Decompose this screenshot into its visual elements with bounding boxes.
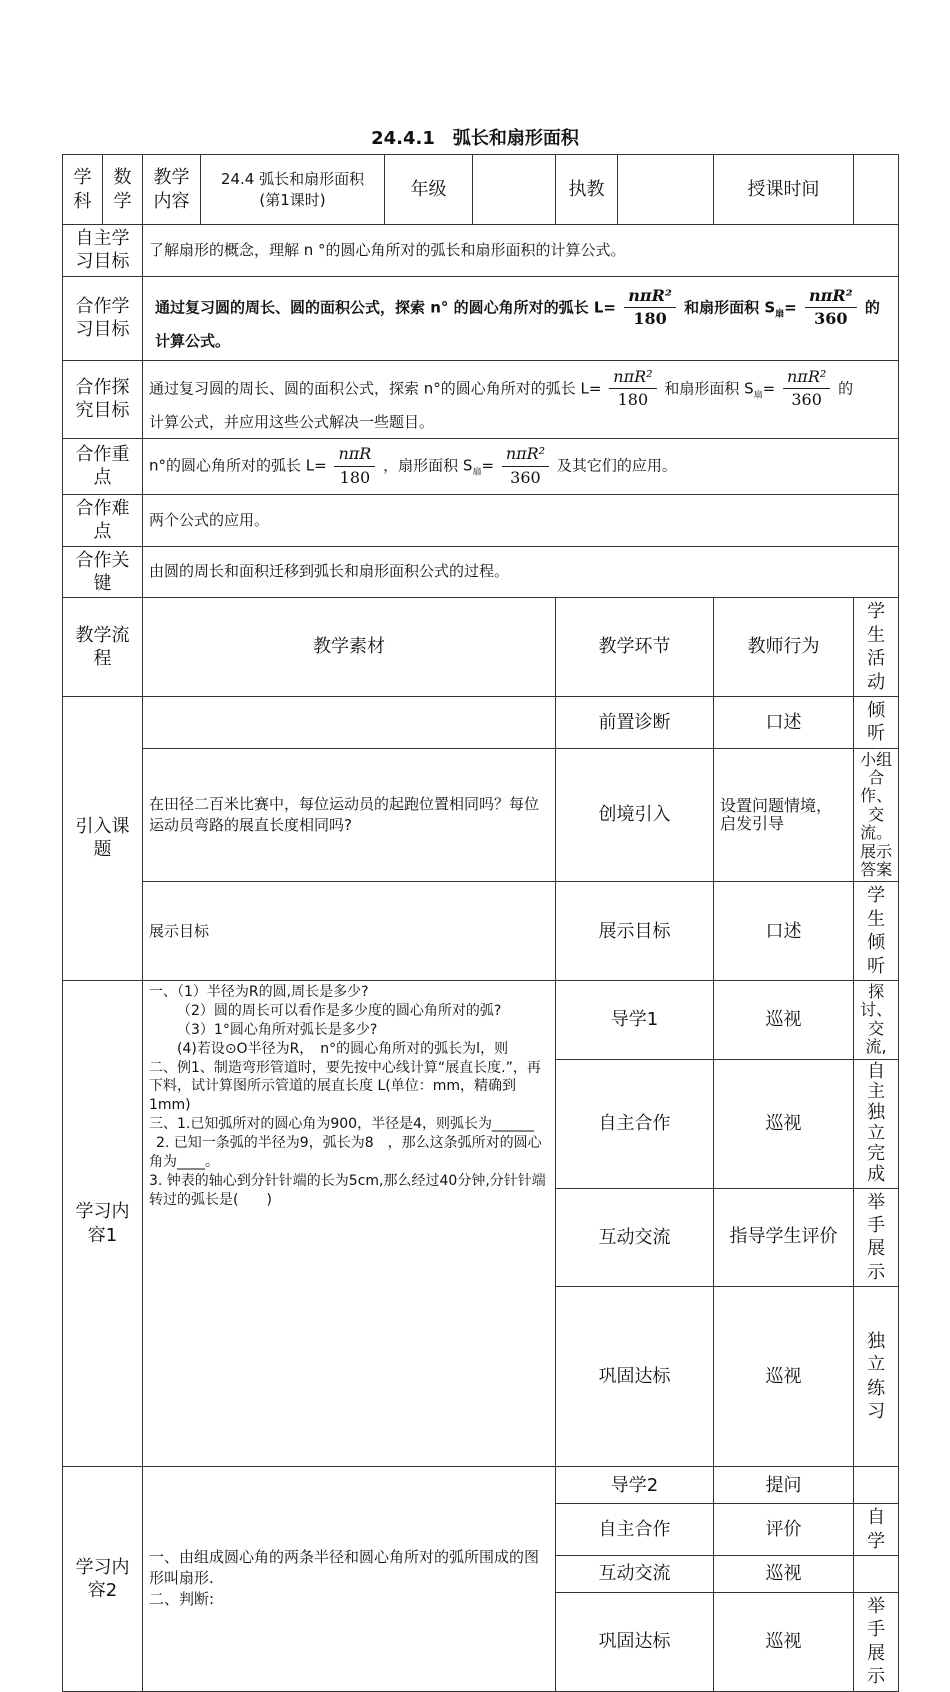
intro-teacher-1: 口述 xyxy=(714,696,854,748)
arc-formula-denominator-3: 180 xyxy=(339,467,371,487)
learn1-student-4: 独立练习 xyxy=(854,1287,899,1467)
explore-goal-cell xyxy=(143,360,899,438)
intro-student-3: 学生倾听 xyxy=(854,882,899,981)
sector-formula-numerator-2: nπR² xyxy=(783,366,830,389)
lesson-title: 24.4 弧长和扇形面积 xyxy=(220,169,365,188)
sector-formula-numerator-3: nπR² xyxy=(502,443,549,466)
learn1-line-5: 二、例1、制造弯形管道时，要先按中心线计算“展直长度.”，再下料，试计算图所示管道的展直长度 L(单位：mm，精确到1mm) xyxy=(149,1059,541,1114)
intro-teacher-2: 设置问题情境，启发引导 xyxy=(714,748,854,882)
coop-goal-text-4: 的 xyxy=(864,298,880,317)
learn2-line-1: 一、由组成圆心角的两条半径和圆心角所对的弧所围成的图形叫扇形. xyxy=(149,1548,540,1588)
sector-area-formula-3 xyxy=(502,443,549,489)
arc-formula-denominator-2: 180 xyxy=(617,390,649,410)
learn2-student-3 xyxy=(854,1556,899,1593)
learn1-line-8: 3. 钟表的轴心到分针针端的长为5cm,那么经过40分钟,分针针端转过的弧长是( ) xyxy=(149,1172,546,1208)
intro-empty-cell xyxy=(143,696,556,748)
difficulty-label: 合作难点 xyxy=(63,494,143,546)
arc-length-formula-2 xyxy=(609,366,656,412)
learn1-stage-1: 导学1 xyxy=(556,980,714,1059)
learn2-student-4: 举手展示 xyxy=(854,1593,899,1692)
sector-area-formula xyxy=(805,285,857,331)
sector-subscript: 扇 xyxy=(775,309,785,320)
learn2-label: 学习内容2 xyxy=(63,1467,143,1691)
learn1-student-2: 自主独立完成 xyxy=(854,1059,899,1188)
self-goal-text: 了解扇形的概念，理解 n °的圆心角所对的弧长和扇形面积的计算公式。 xyxy=(143,225,899,277)
coop-goal-text-1: 通过复习圆的周长、圆的面积公式，探索 n° 的圆心角所对的弧长 L= xyxy=(155,298,616,317)
arc-length-formula-3 xyxy=(334,443,375,489)
explore-goal-text-2: 和扇形面积 S xyxy=(664,379,754,398)
material-header: 教学素材 xyxy=(143,598,556,697)
teacher-header: 教师行为 xyxy=(714,598,854,697)
grade-value xyxy=(473,155,556,225)
learn2-stage-4: 巩固达标 xyxy=(556,1593,714,1692)
learn2-content xyxy=(143,1467,556,1691)
learn1-line-1: 一、（1）半径为R的圆,周长是多少? xyxy=(149,983,369,1000)
intro-material: 在田径二百米比赛中，每位运动员的起跑位置相同吗？每位运动员弯路的展直长度相同吗? xyxy=(143,748,556,882)
explore-goal-text-4: 的 xyxy=(838,379,854,398)
flow-label: 教学流程 xyxy=(63,598,143,697)
learn2-student-1 xyxy=(854,1467,899,1504)
intro-stage-1: 前置诊断 xyxy=(556,696,714,748)
arc-formula-numerator: nπR² xyxy=(624,285,676,308)
key-point-cell xyxy=(143,438,899,494)
sector-formula-denominator-2: 360 xyxy=(791,390,822,410)
learn1-teacher-3: 指导学生评价 xyxy=(714,1188,854,1287)
intro-show-goal: 展示目标 xyxy=(143,882,556,981)
teacher-label: 执教 xyxy=(556,155,618,225)
explore-goal-label: 合作探究目标 xyxy=(63,360,143,438)
time-value xyxy=(854,155,899,225)
learn1-stage-2: 自主合作 xyxy=(556,1059,714,1188)
key-point-text-2: ，扇形面积 S xyxy=(383,456,473,475)
coop-goal-cell xyxy=(143,276,899,360)
student-header: 学生活动 xyxy=(854,598,899,697)
teacher-value xyxy=(618,155,714,225)
learn1-content xyxy=(143,980,556,1466)
coop-goal-text-2: 和扇形面积 S xyxy=(684,298,776,317)
learn1-line-3: （3）1°圆心角所对弧长是多少? xyxy=(177,1021,378,1038)
learn2-teacher-3: 巡视 xyxy=(714,1556,854,1593)
learn2-teacher-2: 评价 xyxy=(714,1504,854,1556)
key-text: 由圆的周长和面积迁移到弧长和扇形面积公式的过程。 xyxy=(143,546,899,598)
arc-formula-numerator-3: nπR xyxy=(334,443,375,466)
content-label: 教学内容 xyxy=(143,155,201,225)
intro-student-2: 小组合作、交流。展示答案 xyxy=(854,748,899,882)
explore-goal-text-5: 计算公式，并应用这些公式解决一些题目。 xyxy=(149,412,435,431)
learn1-label: 学习内容1 xyxy=(63,980,143,1466)
arc-length-formula xyxy=(624,285,676,331)
learn1-teacher-1: 巡视 xyxy=(714,980,854,1059)
coop-goal-label: 合作学习目标 xyxy=(63,276,143,360)
key-label: 合作关键 xyxy=(63,546,143,598)
equals-sign: = xyxy=(784,298,797,317)
key-point-text-4: 及其它们的应用。 xyxy=(556,456,677,475)
sector-formula-denominator-3: 360 xyxy=(510,467,541,487)
difficulty-text: 两个公式的应用。 xyxy=(143,494,899,546)
arc-formula-numerator-2: nπR² xyxy=(609,366,656,389)
learn1-line-2: （2）圆的周长可以看作是多少度的圆心角所对的弧? xyxy=(177,1002,502,1019)
key-point-text-1: n°的圆心角所对的弧长 L= xyxy=(149,456,327,475)
equals-sign-3: = xyxy=(481,456,495,475)
learn1-teacher-2: 巡视 xyxy=(714,1059,854,1188)
learn2-teacher-4: 巡视 xyxy=(714,1593,854,1692)
intro-stage-2: 创境引入 xyxy=(556,748,714,882)
learn2-stage-3: 互动交流 xyxy=(556,1556,714,1593)
learn2-teacher-1: 提问 xyxy=(714,1467,854,1504)
subject-value: 数学 xyxy=(103,155,143,225)
lesson-plan-table xyxy=(62,154,899,1692)
sector-subscript-2: 扇 xyxy=(753,390,763,401)
learn1-teacher-4: 巡视 xyxy=(714,1287,854,1467)
learn1-line-7: 2. 已知一条弧的半径为9，弧长为8 ，那么这条弧所对的圆心角为____。 xyxy=(149,1135,542,1170)
intro-student-1: 倾听 xyxy=(854,696,899,748)
page-title: 24.4.1 弧长和扇形面积 xyxy=(371,128,579,149)
equals-sign-2: = xyxy=(762,379,776,398)
learn1-student-3: 举手展示 xyxy=(854,1188,899,1287)
learn1-line-4: (4)若设⊙O半径为R， n°的圆心角所对的弧长为l，则 xyxy=(177,1040,509,1057)
learn2-student-2: 自学 xyxy=(854,1504,899,1556)
time-label: 授课时间 xyxy=(714,155,854,225)
stage-header: 教学环节 xyxy=(556,598,714,697)
intro-teacher-3: 口述 xyxy=(714,882,854,981)
sector-area-formula-2 xyxy=(783,366,830,412)
subject-label: 学科 xyxy=(63,155,103,225)
learn1-line-6: 三、1.已知弧所对的圆心角为900，半径是4，则弧长为______ xyxy=(149,1116,534,1133)
learn2-line-2: 二、判断: xyxy=(149,1590,215,1609)
grade-label: 年级 xyxy=(385,155,473,225)
intro-label: 引入课题 xyxy=(63,696,143,980)
learn1-stage-4: 巩固达标 xyxy=(556,1287,714,1467)
sector-subscript-3: 扇 xyxy=(472,467,482,478)
lesson-sub: (第1课时) xyxy=(259,190,326,209)
learn2-stage-1: 导学2 xyxy=(556,1467,714,1504)
arc-formula-denominator: 180 xyxy=(633,309,667,329)
key-point-label: 合作重点 xyxy=(63,438,143,494)
explore-goal-text-1: 通过复习圆的周长、圆的面积公式，探索 n°的圆心角所对的弧长 L= xyxy=(149,379,602,398)
coop-goal-text-5: 计算公式。 xyxy=(155,331,231,350)
learn1-stage-3: 互动交流 xyxy=(556,1188,714,1287)
self-goal-label: 自主学习目标 xyxy=(63,225,143,277)
sector-formula-denominator: 360 xyxy=(814,309,848,329)
learn2-stage-2: 自主合作 xyxy=(556,1504,714,1556)
lesson-title-cell xyxy=(201,155,385,225)
sector-formula-numerator: nπR² xyxy=(805,285,857,308)
intro-stage-3: 展示目标 xyxy=(556,882,714,981)
learn1-student-1: 探讨、交流, xyxy=(854,980,899,1059)
